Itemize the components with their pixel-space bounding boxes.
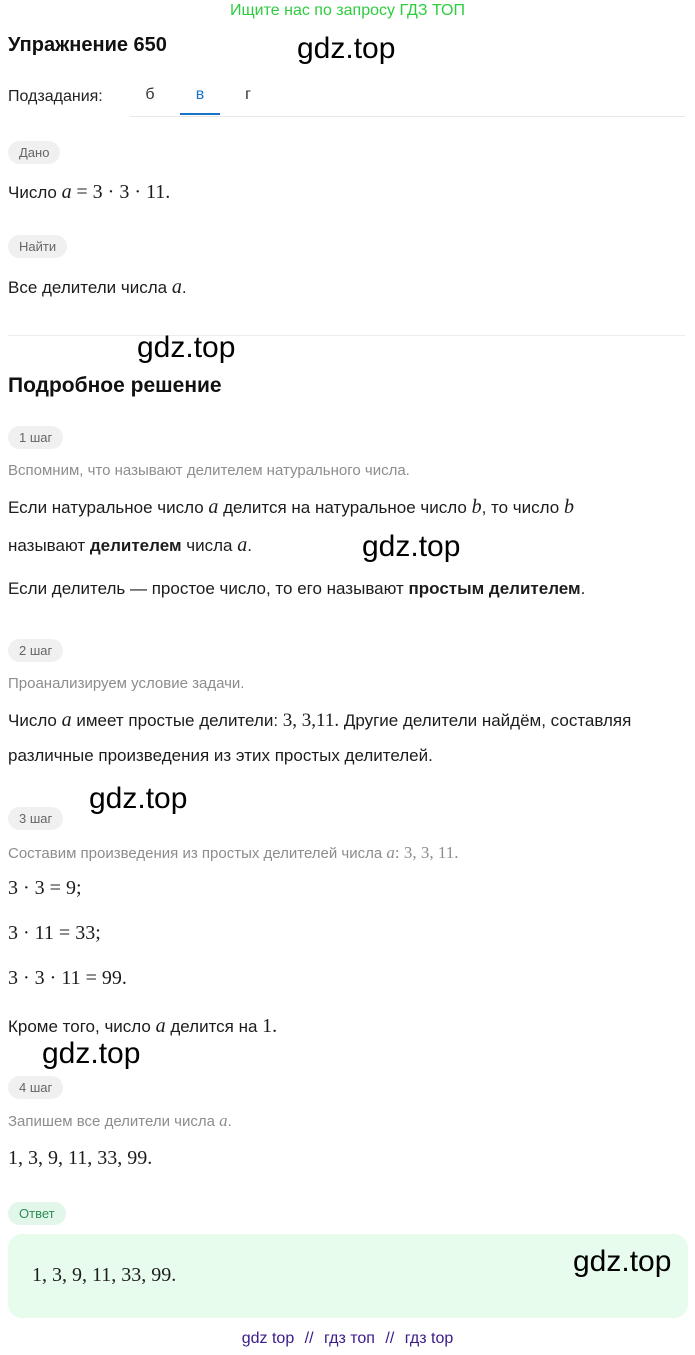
footer-link-1[interactable]: gdz top (241, 1330, 295, 1347)
equation-1: 3 · 3 = 9; (8, 877, 82, 899)
equation-3: 3 · 3 · 11 = 99. (8, 967, 127, 989)
var: a (208, 496, 219, 518)
tab-g[interactable]: г (245, 86, 251, 103)
text: Запишем все делители числа (8, 1113, 215, 1130)
text: . (227, 1113, 232, 1130)
given-badge: Дано (8, 141, 60, 164)
step1-line3 (8, 579, 585, 599)
given-text (8, 181, 170, 204)
answer-badge: Ответ (8, 1202, 66, 1225)
subtask-tabs (130, 80, 685, 117)
divider (8, 335, 685, 336)
bold-term: простым делителем (408, 579, 581, 598)
numbers: : 3, 3, 11. (394, 843, 459, 862)
var: a (386, 843, 395, 862)
step3-hint (8, 843, 459, 863)
step3-badge: 3 шаг (8, 807, 63, 830)
var: a (219, 1111, 228, 1130)
watermark: gdz.top (573, 1245, 672, 1278)
bold-term: делителем (89, 536, 182, 555)
solution-title: Подробное решение (8, 374, 222, 397)
step2-line2: различные произведения из этих простых делителей. (8, 746, 433, 765)
step2-hint: Проанализируем условие задачи. (8, 675, 245, 692)
given-var: a (61, 181, 72, 203)
step4-result: 1, 3, 9, 11, 33, 99. (8, 1147, 153, 1169)
watermark: gdz.top (42, 1037, 141, 1070)
text: Если делитель — простое число, то его называют (8, 579, 404, 598)
var: a (155, 1015, 166, 1037)
footer-link-3[interactable]: гдз top (404, 1330, 454, 1347)
watermark: gdz.top (89, 782, 188, 815)
text: , то число (481, 498, 560, 517)
given-expr: = 3 · 3 · 11. (76, 181, 171, 203)
text: Если натуральное число (8, 498, 204, 517)
given-label-text: Число (8, 183, 57, 202)
footer-separator: // (385, 1330, 395, 1347)
text: имеет простые делители: (76, 711, 279, 730)
step3-line (8, 1015, 277, 1038)
find-text (8, 276, 187, 299)
text: Число (8, 711, 57, 730)
answer-value: 1, 3, 9, 11, 33, 99. (32, 1264, 177, 1286)
var: a (61, 709, 72, 731)
var: b (471, 496, 482, 518)
text: называют (8, 536, 86, 555)
footer-separator: // (304, 1330, 314, 1347)
numbers: 3, 3,11. (282, 710, 340, 731)
text: числа (186, 536, 233, 555)
find-badge: Найти (8, 235, 67, 258)
footer-link-2[interactable]: гдз топ (324, 1330, 375, 1347)
watermark: gdz.top (362, 530, 461, 563)
step4-hint (8, 1111, 232, 1131)
answer-box (8, 1234, 688, 1318)
watermark: gdz.top (297, 32, 396, 65)
top-banner: Ищите нас по запросу ГДЗ ТОП (230, 2, 465, 19)
step4-badge: 4 шаг (8, 1076, 63, 1099)
text: Другие делители найдём, составляя (343, 711, 632, 730)
subtasks-label: Подзадания: (8, 88, 103, 105)
watermark: gdz.top (137, 331, 236, 364)
number: 1. (262, 1015, 278, 1037)
step1-hint: Вспомним, что называют делителем натурального числа. (8, 462, 410, 479)
step2-line1 (8, 709, 631, 732)
find-label-text: Все делители числа (8, 278, 168, 297)
tab-v[interactable]: в (180, 86, 220, 115)
tab-b[interactable]: б (145, 86, 155, 103)
step1-line2 (8, 534, 252, 557)
equation-2: 3 · 11 = 33; (8, 922, 101, 944)
step2-badge: 2 шаг (8, 639, 63, 662)
text: Кроме того, число (8, 1017, 151, 1036)
var: b (563, 496, 574, 518)
footer-links (0, 1330, 695, 1348)
var: a (237, 534, 248, 556)
text: делится на (170, 1017, 258, 1036)
text: делится на натуральное число (223, 498, 467, 517)
page-title: Упражнение 650 (8, 34, 167, 56)
text: . (580, 579, 586, 598)
find-end: . (181, 278, 187, 297)
find-var: a (171, 276, 182, 298)
step1-line1 (8, 496, 574, 519)
step1-badge: 1 шаг (8, 426, 63, 449)
text: . (247, 536, 252, 555)
text: Составим произведения из простых делителей числа (8, 845, 383, 862)
